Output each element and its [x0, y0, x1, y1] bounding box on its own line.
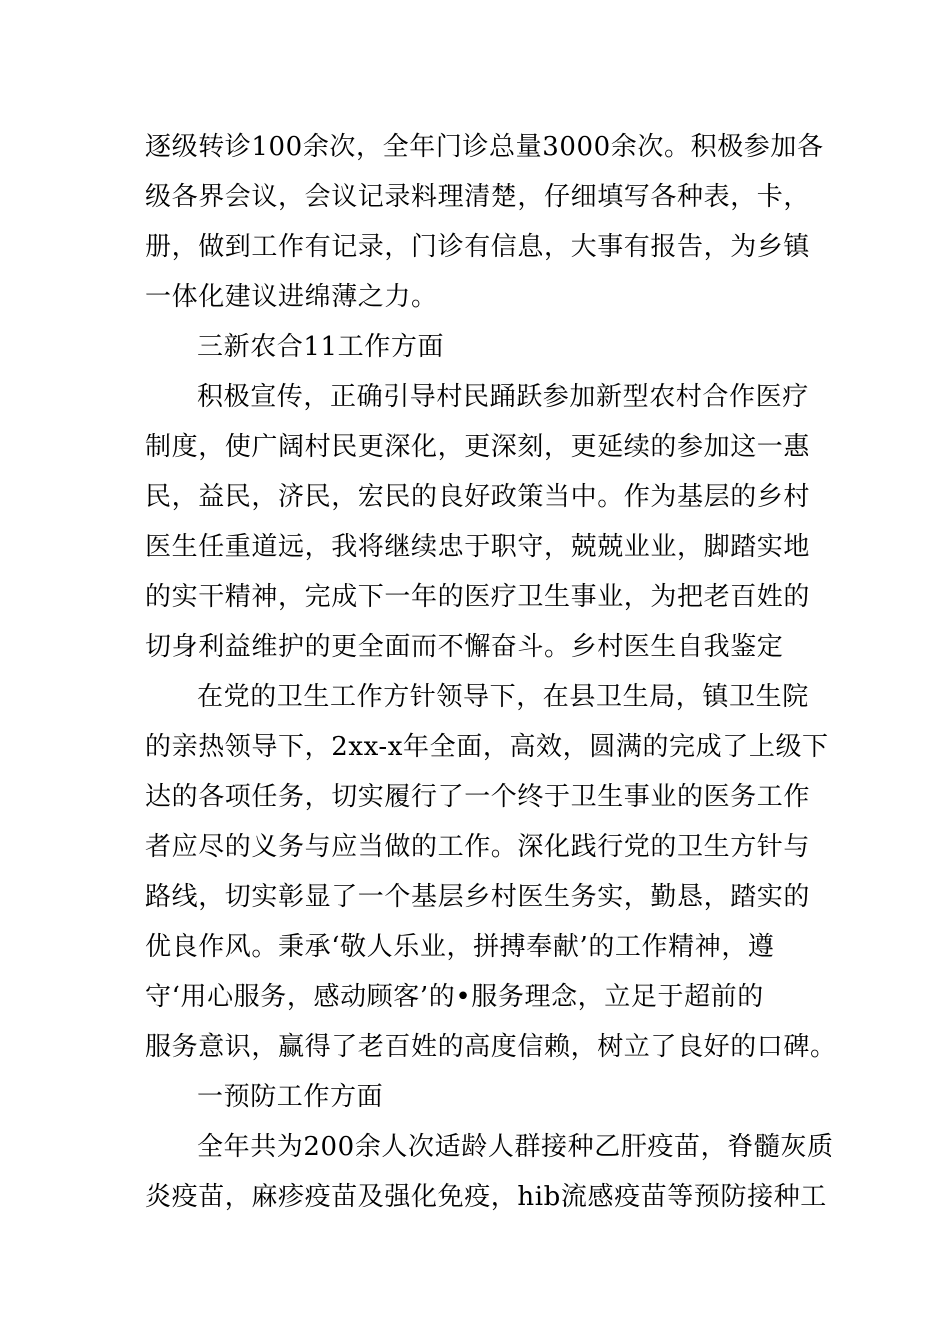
text-line: 的实干精神，完成下一年的医疗卫生事业，为把老百姓的 [145, 582, 811, 612]
text-line: 守‘用心服务，感动顾客’的•服务理念，立足于超前的 [145, 982, 764, 1012]
text-line: 医生任重道远，我将继续忠于职守，兢兢业业，脚踏实地 [145, 532, 811, 562]
text-line: 逐级转诊100余次，全年门诊总量3000余次。积极参加各 [145, 132, 824, 162]
text-line: 切身利益维护的更全面而不懈奋斗。乡村医生自我鉴定 [145, 632, 784, 662]
text-line: 炎疫苗，麻疹疫苗及强化免疫，hib流感疫苗等预防接种工 [145, 1182, 827, 1212]
text-line: 册，做到工作有记录，门诊有信息，大事有报告，为乡镇 [145, 232, 811, 262]
text-line: 的亲热领导下，2xx-x年全面，高效，圆满的完成了上级下 [145, 732, 829, 762]
text-line: 积极宣传，正确引导村民踊跃参加新型农村合作医疗 [197, 382, 809, 412]
text-line: 级各界会议，会议记录料理清楚，仔细填写各种表，卡， [145, 182, 811, 212]
text-line: 一体化建议进绵薄之力。 [145, 282, 438, 312]
document-body [145, 122, 837, 1222]
text-line: 优良作风。秉承‘敬人乐业，拼搏奉献’的工作精神，遵 [145, 932, 775, 962]
section-heading: 三新农合11工作方面 [197, 332, 445, 362]
text-line: 路线，切实彰显了一个基层乡村医生务实，勤恳，踏实的 [145, 882, 811, 912]
text-line: 在党的卫生工作方针领导下，在县卫生局，镇卫生院 [197, 682, 809, 712]
text-line: 民，益民，济民，宏民的良好政策当中。作为基层的乡村 [145, 482, 811, 512]
text-line: 全年共为200余人次适龄人群接种乙肝疫苗，脊髓灰质 [197, 1132, 834, 1162]
text-line: 制度，使广阔村民更深化，更深刻，更延续的参加这一惠 [145, 432, 811, 462]
text-line: 服务意识，赢得了老百姓的高度信赖，树立了良好的口碑。 [145, 1032, 837, 1062]
section-heading: 一预防工作方面 [197, 1082, 384, 1112]
text-line: 达的各项任务，切实履行了一个终于卫生事业的医务工作 [145, 782, 811, 812]
text-line: 者应尽的义务与应当做的工作。深化践行党的卫生方针与 [145, 832, 811, 862]
